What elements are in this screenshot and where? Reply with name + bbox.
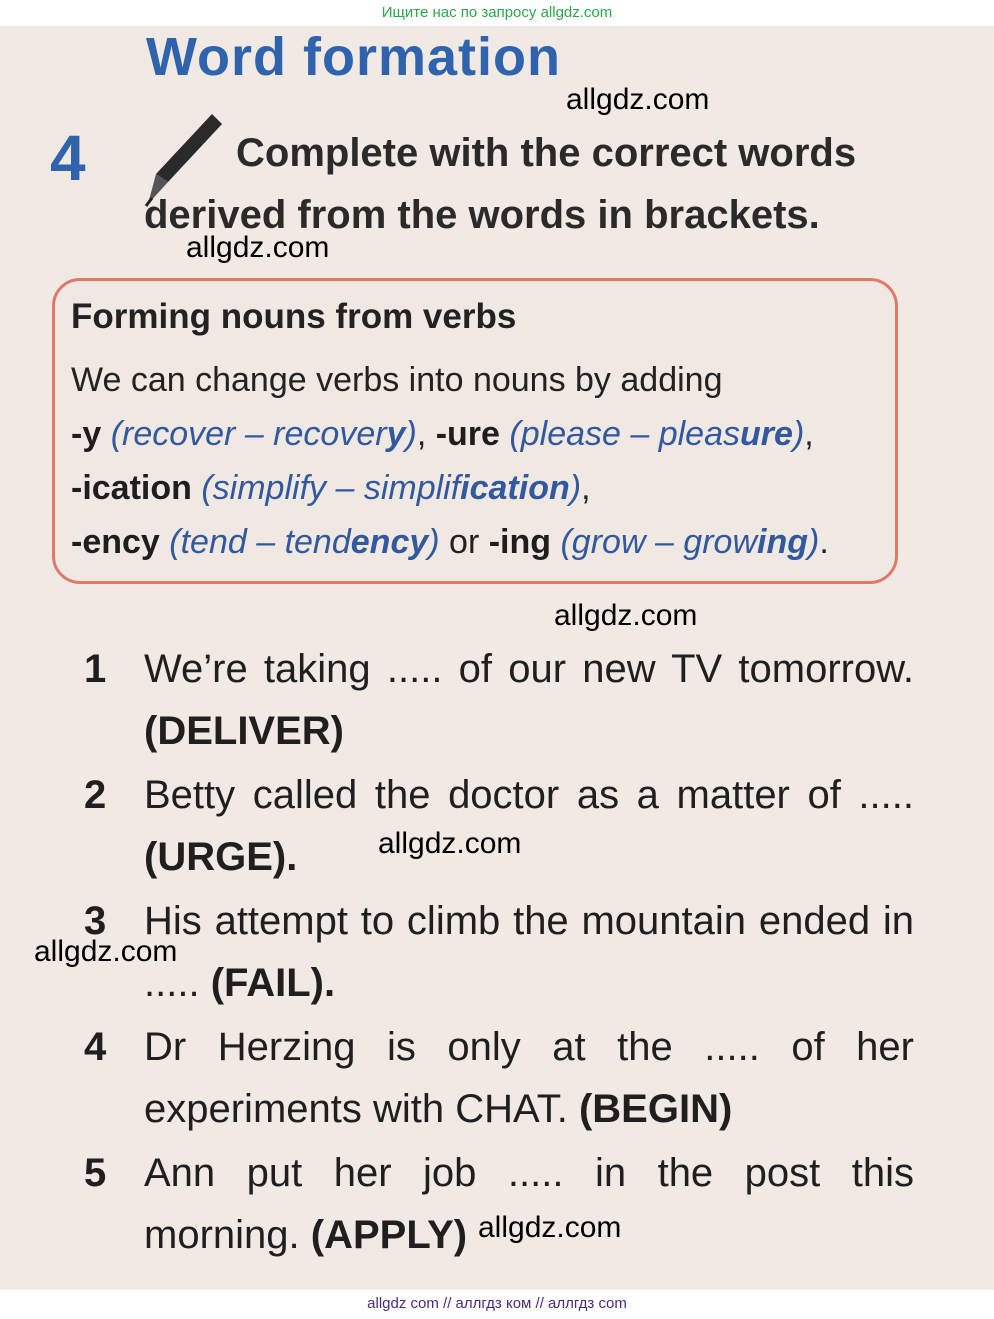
example-suffix: ency — [350, 523, 429, 561]
exercise-item-5 — [84, 1142, 914, 1266]
rule-line-ency-ing — [71, 515, 891, 569]
watermark: allgdz.com — [566, 83, 710, 116]
suffix-ication: -ication — [71, 469, 192, 507]
rule-line-y-ure — [71, 407, 891, 461]
item-text: Betty called the doctor as a matter of ..... — [144, 773, 914, 817]
example-text: ) — [569, 469, 582, 507]
exercise-instruction — [144, 122, 934, 246]
example-suffix: ure — [740, 415, 793, 453]
suffix-ency: -ency — [71, 523, 160, 561]
instruction-line-1: Complete with the correct words — [236, 131, 857, 175]
example-text: ) — [428, 523, 440, 561]
exercise-item-4 — [84, 1016, 914, 1140]
suffix-ing: -ing — [488, 523, 552, 561]
item-base-word: (APPLY) — [310, 1213, 468, 1257]
example-text: (grow – grow — [560, 523, 757, 561]
rule-heading: Forming nouns from verbs — [71, 297, 517, 336]
textbook-page — [0, 26, 994, 1290]
separator: . — [819, 523, 829, 561]
item-sentence — [144, 1016, 914, 1140]
example-text: (recover – recover — [110, 415, 387, 453]
example-suffix: y — [386, 415, 406, 453]
item-number: 5 — [84, 1151, 107, 1195]
rule-text — [71, 353, 891, 569]
watermark: allgdz.com — [478, 1211, 622, 1244]
item-number: 3 — [84, 899, 107, 943]
example-text: (tend – tend — [169, 523, 351, 561]
instruction-line-2: derived from the words in brackets. — [144, 193, 820, 237]
example-suffix: ication — [460, 469, 570, 507]
example-grow — [560, 523, 819, 561]
item-text: Dr Herzing is only at the ..... of her experiments with CHAT. — [144, 1025, 914, 1131]
item-base-word: (DELIVER) — [144, 709, 344, 753]
item-number: 4 — [84, 1025, 107, 1069]
example-recover — [111, 415, 417, 453]
section-title: Word formation — [146, 27, 561, 87]
top-banner[interactable]: Ищите нас по запросу allgdz.com — [0, 0, 994, 26]
example-text: ) — [792, 415, 805, 453]
item-sentence — [144, 1142, 914, 1266]
exercise-item-1 — [84, 638, 914, 762]
item-text: Ann put her job ..... in the post this morning. — [144, 1151, 914, 1257]
rule-line-ication — [71, 461, 891, 515]
watermark: allgdz.com — [34, 935, 178, 968]
exercise-items — [84, 638, 914, 1268]
item-base-word: (BEGIN) — [578, 1087, 733, 1131]
item-base-word: (FAIL). — [210, 961, 336, 1005]
item-sentence — [144, 638, 914, 762]
item-text: We’re taking ..... of our new TV tomorrow. — [144, 647, 914, 691]
exercise-item-3 — [84, 890, 914, 1014]
exercise-number: 4 — [50, 122, 86, 194]
example-please — [509, 415, 804, 453]
item-number: 1 — [84, 647, 107, 691]
separator: , — [804, 415, 814, 453]
example-tend — [169, 523, 439, 561]
example-text: (simplify – simplif — [201, 469, 461, 507]
suffix-ure: -ure — [435, 415, 500, 453]
watermark: allgdz.com — [186, 231, 330, 264]
example-suffix: ing — [757, 523, 808, 561]
watermark: allgdz.com — [554, 599, 698, 632]
item-number: 2 — [84, 773, 107, 817]
bottom-banner[interactable]: allgdz com // аллгдз ком // аллгдз com — [0, 1290, 994, 1319]
item-text: His attempt to climb the mountain ended in ..... — [144, 899, 914, 1005]
separator: , — [581, 469, 591, 507]
item-sentence — [144, 764, 914, 888]
item-sentence — [144, 890, 914, 1014]
separator: , — [416, 415, 436, 453]
example-text: ) — [807, 523, 820, 561]
rule-intro: We can change verbs into nouns by adding — [71, 361, 723, 399]
item-base-word: (URGE). — [144, 835, 298, 879]
suffix-y: -y — [71, 415, 102, 453]
example-simplify — [201, 469, 581, 507]
exercise-item-2 — [84, 764, 914, 888]
example-text: ) — [405, 415, 417, 453]
watermark: allgdz.com — [378, 827, 522, 860]
grammar-rule-box — [52, 278, 898, 584]
or-word: or — [439, 523, 489, 561]
example-text: (please – pleas — [509, 415, 741, 453]
